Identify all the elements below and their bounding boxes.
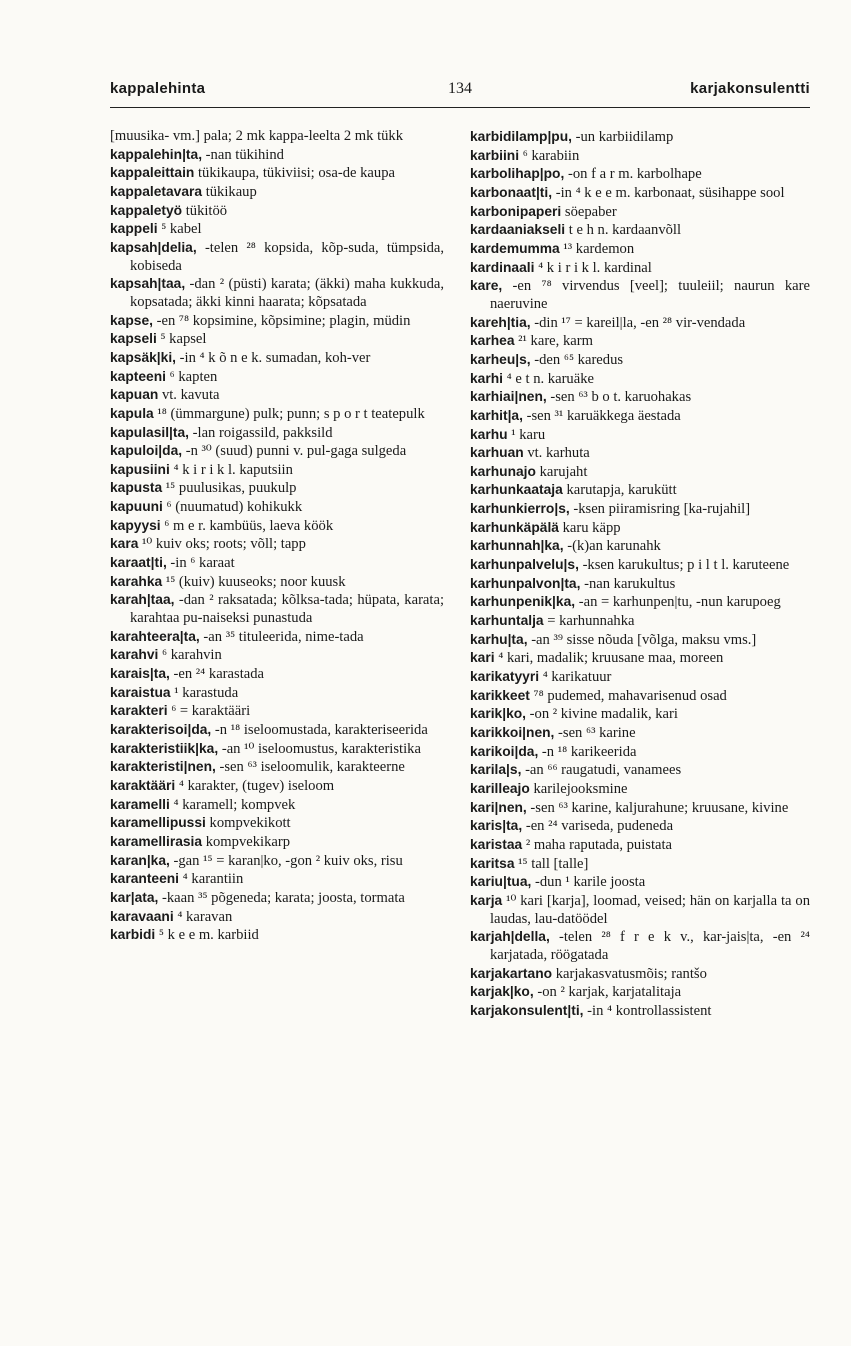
left-column	[110, 128, 444, 945]
dictionary-entry: kareh|tia, -din ¹⁷ = kareil|la, -en ²⁸ vir-vendada	[470, 314, 746, 331]
dictionary-entry: karikkeet ⁷⁸ pudemed, mahavarisenud osad	[470, 687, 727, 704]
dictionary-entry: kapula ¹⁸ (ümmargune) pulk; punn; s p o r t teatepulk	[110, 405, 425, 422]
dictionary-entry: karjakartano karjakasvatusmõis; rantšo	[470, 965, 707, 982]
dictionary-entry: kar|ata, -kaan ³⁵ põgeneda; karata; joosta, tormata	[110, 889, 405, 906]
dictionary-entry: kappaletyö tükitöö	[110, 202, 228, 219]
right-column	[470, 128, 810, 1021]
dictionary-entry: karik|ko, -on ² kivine madalik, kari	[470, 706, 678, 723]
dictionary-entry: kapsah|delia, -telen ²⁸ kopsida, kõp-suda, tümpsida, kobiseda	[110, 239, 444, 274]
header-last-headword: karjakonsulentti	[690, 80, 810, 97]
dictionary-entry: karbiini ⁶ karabiin	[470, 147, 580, 164]
dictionary-entry: kapusiini ⁴ k i r i k l. kaputsiin	[110, 461, 293, 478]
dictionary-entry: karbidilamp|pu, -un karbiidilamp	[470, 129, 674, 145]
dictionary-entry: karahteera|ta, -an ³⁵ tituleerida, nime-tada	[110, 628, 364, 645]
dictionary-entry: kardaaniakseli t e h n. kardaanvõll	[470, 222, 682, 239]
dictionary-entry: kariu|tua, -dun ¹ karile joosta	[470, 874, 646, 891]
dictionary-entry: kardemumma ¹³ kardemon	[470, 240, 635, 257]
dictionary-entry: karahvi ⁶ karahvin	[110, 647, 222, 664]
dictionary-entry: karakteristi|nen, -sen ⁶³ iseloomulik, karakteerne	[110, 759, 405, 776]
dictionary-entry: kappalehin|ta, -nan tükihind	[110, 146, 284, 163]
dictionary-entry: karitsa ¹⁵ tall [talle]	[470, 855, 589, 872]
dictionary-entry: karhunpalvon|ta, -nan karukultus	[470, 575, 676, 592]
dictionary-entry: karikatyyri ⁴ karikatuur	[470, 669, 612, 686]
dictionary-entry: karhunajo karujaht	[470, 463, 588, 480]
dictionary-entry: karhunpalvelu|s, -ksen karukultus; p i l t l. karuteene	[470, 557, 790, 574]
dictionary-entry: karbidi ⁵ k e e m. karbiid	[110, 927, 259, 944]
dictionary-entry: karakteristiik|ka, -an ¹⁰ iseloomustus, karakteristika	[110, 740, 421, 757]
dictionary-entry: karahka ¹⁵ (kuiv) kuuseoks; noor kuusk	[110, 573, 346, 590]
dictionary-entry: kapsah|taa, -dan ² (püsti) karata; (äkki) maha kukkuda, kopsatada; äkki kinni haarata; kõpsatada	[110, 276, 444, 310]
dictionary-entry: karheu|s, -den ⁶⁵ karedus	[470, 351, 624, 368]
dictionary-entry: kappaletavara tükikaup	[110, 183, 257, 200]
dictionary-entry: karila|s, -an ⁶⁶ raugatudi, vanamees	[470, 762, 682, 779]
dictionary-entry: karjak|ko, -on ² karjak, karjatalitaja	[470, 984, 682, 1001]
dictionary-entry: karaistua ¹ karastuda	[110, 684, 239, 701]
dictionary-entry: karais|ta, -en ²⁴ karastada	[110, 666, 264, 683]
dictionary-entry: karis|ta, -en ²⁴ variseda, pudeneda	[470, 818, 674, 835]
dictionary-entry: karamelli ⁴ karamell; kompvek	[110, 796, 296, 813]
dictionary-entry: karbonipaperi söepaber	[470, 203, 617, 220]
dictionary-entry: karistaa ² maha raputada, puistata	[470, 836, 673, 853]
dictionary-entry: karhuntalja = karhunnahka	[470, 613, 635, 630]
header-rule	[110, 107, 810, 108]
dictionary-entry: kapse, -en ⁷⁸ kopsimine, kõpsimine; plagin, müdin	[110, 312, 411, 329]
dictionary-entry: karhuan vt. karhuta	[470, 445, 590, 462]
dictionary-entry: karja ¹⁰ kari [karja], loomad, veised; hän on karjalla ta on laudas, lau-datöödel	[470, 892, 810, 927]
dictionary-entry: kari ⁴ kari, madalik; kruusane maa, moreen	[470, 650, 724, 667]
dictionary-entry: [muusika- vm.] pala; 2 mk kappa-leelta 2 mk tükk	[110, 128, 404, 144]
dictionary-entry: karilleajo karilejooksmine	[470, 780, 628, 797]
dictionary-entry: karanteeni ⁴ karantiin	[110, 871, 244, 888]
dictionary-entry: karhunkäpälä karu käpp	[470, 519, 621, 536]
page-number: 134	[448, 80, 472, 97]
dictionary-entry: karhu|ta, -an ³⁹ sisse nõuda [võlga, maksu vms.]	[470, 631, 757, 648]
dictionary-entry: kapuloi|da, -n ³⁰ (suud) punni v. pul-gaga sulgeda	[110, 443, 407, 460]
dictionary-entry: karhunnah|ka, -(k)an karunahk	[470, 538, 661, 555]
dictionary-entry: karaktääri ⁴ karakter, (tugev) iseloom	[110, 777, 335, 794]
dictionary-entry: karhunpenik|ka, -an = karhunpen|tu, -nun karupoeg	[470, 594, 781, 611]
dictionary-entry: karamellipussi kompvekikott	[110, 815, 291, 832]
dictionary-entry: kapuuni ⁶ (nuumatud) kohikukk	[110, 499, 303, 516]
dictionary-entry: karah|taa, -dan ² raksatada; kõlksa-tada; hüpata, karata; karahtaa pu-naiseksi punastuda	[110, 592, 444, 627]
dictionary-entry: karbonaat|ti, -in ⁴ k e e m. karbonaat, süsihappe sool	[470, 184, 785, 201]
dictionary-entry: karhiai|nen, -sen ⁶³ b o t. karuohakas	[470, 389, 692, 406]
dictionary-entry: kapseli ⁵ kapsel	[110, 331, 207, 348]
dictionary-entry: kapyysi ⁶ m e r. kambüüs, laeva köök	[110, 517, 334, 534]
dictionary-entry: karan|ka, -gan ¹⁵ = karan|ko, -gon ² kuiv oks, risu	[110, 852, 403, 869]
dictionary-entry: karhunkierro|s, -ksen piiramisring [ka-rujahil]	[470, 501, 751, 518]
dictionary-entry: kare, -en ⁷⁸ virvendus [veel]; tuuleiil; naurun kare naeruvine	[470, 278, 810, 312]
dictionary-entry: karhi ⁴ e t n. karuäke	[470, 370, 594, 387]
dictionary-entry: karamellirasia kompvekikarp	[110, 833, 291, 850]
dictionary-entry: karakteri ⁶ = karaktääri	[110, 703, 251, 720]
page-header	[110, 80, 810, 106]
dictionary-entry: karaat|ti, -in ⁶ karaat	[110, 555, 235, 572]
dictionary-entry: kapulasil|ta, -lan roigassild, pakksild	[110, 424, 333, 441]
dictionary-entry: karbolihap|po, -on f a r m. karbolhape	[470, 166, 702, 183]
dictionary-entry: karhu ¹ karu	[470, 426, 546, 443]
dictionary-entry: kapuan vt. kavuta	[110, 387, 220, 404]
dictionary-entry: kapteeni ⁶ kapten	[110, 368, 218, 385]
dictionary-entry: kardinaali ⁴ k i r i k l. kardinal	[470, 259, 652, 276]
dictionary-entry: kara ¹⁰ kuiv oks; roots; võll; tapp	[110, 536, 306, 553]
dictionary-entry: kapusta ¹⁵ puulusikas, puukulp	[110, 480, 297, 497]
dictionary-entry: karikoi|da, -n ¹⁸ karikeerida	[470, 743, 637, 760]
dictionary-entry: kappeli ⁵ kabel	[110, 221, 202, 238]
dictionary-entry: karhit|a, -sen ³¹ karuäkkega äestada	[470, 407, 681, 424]
dictionary-entry: karjakonsulent|ti, -in ⁴ kontrollassistent	[470, 1002, 712, 1019]
dictionary-entry: kapsäk|ki, -in ⁴ k õ n e k. sumadan, koh-ver	[110, 349, 371, 366]
dictionary-entry: karavaani ⁴ karavan	[110, 908, 233, 925]
dictionary-entry: kari|nen, -sen ⁶³ karine, kaljurahune; kruusane, kivine	[470, 799, 789, 816]
dictionary-entry: karikkoi|nen, -sen ⁶³ karine	[470, 725, 636, 741]
dictionary-entry: karhea ²¹ kare, karm	[470, 333, 593, 350]
dictionary-entry: karhunkaataja karutapja, karukütt	[470, 482, 677, 499]
header-first-headword: kappalehinta	[110, 80, 206, 97]
dictionary-entry: karakterisoi|da, -n ¹⁸ iseloomustada, karakteriseerida	[110, 722, 428, 738]
dictionary-entry: kappaleittain tükikaupa, tükiviisi; osa-de kaupa	[110, 165, 395, 182]
dictionary-entry: karjah|della, -telen ²⁸ f r e k v., kar-jais|ta, -en ²⁴ karjatada, röögatada	[470, 929, 810, 963]
